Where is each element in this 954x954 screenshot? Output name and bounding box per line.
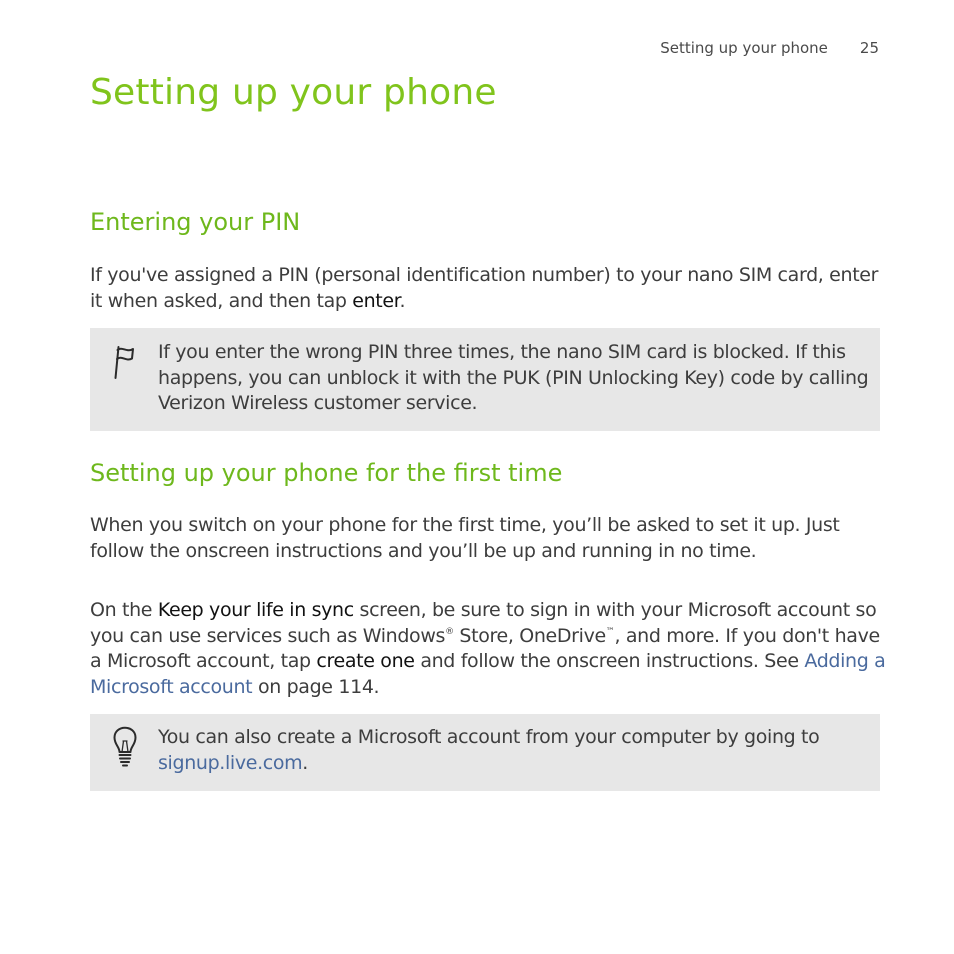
sync-text-1: On the xyxy=(90,599,158,621)
page-title: Setting up your phone xyxy=(90,72,497,113)
create-one-term: create one xyxy=(316,650,415,672)
registered-mark: ® xyxy=(445,626,454,637)
running-header xyxy=(660,39,879,57)
adding-microsoft-account-link[interactable]: Adding a Microsoft account xyxy=(90,650,886,698)
sync-text-3: Store, OneDrive xyxy=(453,624,606,647)
first-time-paragraph: When you switch on your phone for the first time, you’ll be asked to set it up. Just follow the onscreen instructions and you’ll be up and running in no time. xyxy=(90,514,840,562)
pin-paragraph xyxy=(90,263,886,314)
sync-text-4: , and more. If you don't have a Microsoft account, tap xyxy=(90,624,880,672)
tip-box xyxy=(90,714,880,791)
lightbulb-icon xyxy=(112,726,138,768)
sync-text-2: screen, be sure to sign in with your Microsoft account so you can use services such as Windows xyxy=(90,599,877,647)
tip-text-1: You can also create a Microsoft account from your computer by going to xyxy=(158,726,820,748)
signup-live-link[interactable]: signup.live.com xyxy=(158,751,303,774)
pin-paragraph-text: If you've assigned a PIN (personal identification number) to your nano SIM card, enter it when asked, and then tap xyxy=(90,264,879,312)
heading-first-time: Setting up your phone for the first time xyxy=(90,459,563,487)
page-number: 25 xyxy=(859,39,879,57)
trademark-mark: ™ xyxy=(605,626,615,637)
tip-text-2: . xyxy=(302,751,308,774)
pin-paragraph-end: . xyxy=(399,289,406,312)
pin-note-text: If you enter the wrong PIN three times, the nano SIM card is blocked. If this happens, you can unblock it with the PUK (PIN Unlocking Key) code by calling Verizon Wireless customer service. xyxy=(158,341,869,414)
running-header-chapter: Setting up your phone xyxy=(660,39,828,57)
tip-text xyxy=(158,725,870,776)
sync-text-5: and follow the onscreen instructions. See xyxy=(414,650,805,672)
sync-paragraph xyxy=(90,598,886,700)
keep-in-sync-term: Keep your life in sync xyxy=(157,599,354,621)
flag-icon xyxy=(112,343,136,381)
enter-term: enter xyxy=(352,289,400,312)
heading-entering-pin: Entering your PIN xyxy=(90,208,301,236)
pin-note-box xyxy=(90,328,880,431)
sync-text-6: on page 114. xyxy=(252,675,380,698)
